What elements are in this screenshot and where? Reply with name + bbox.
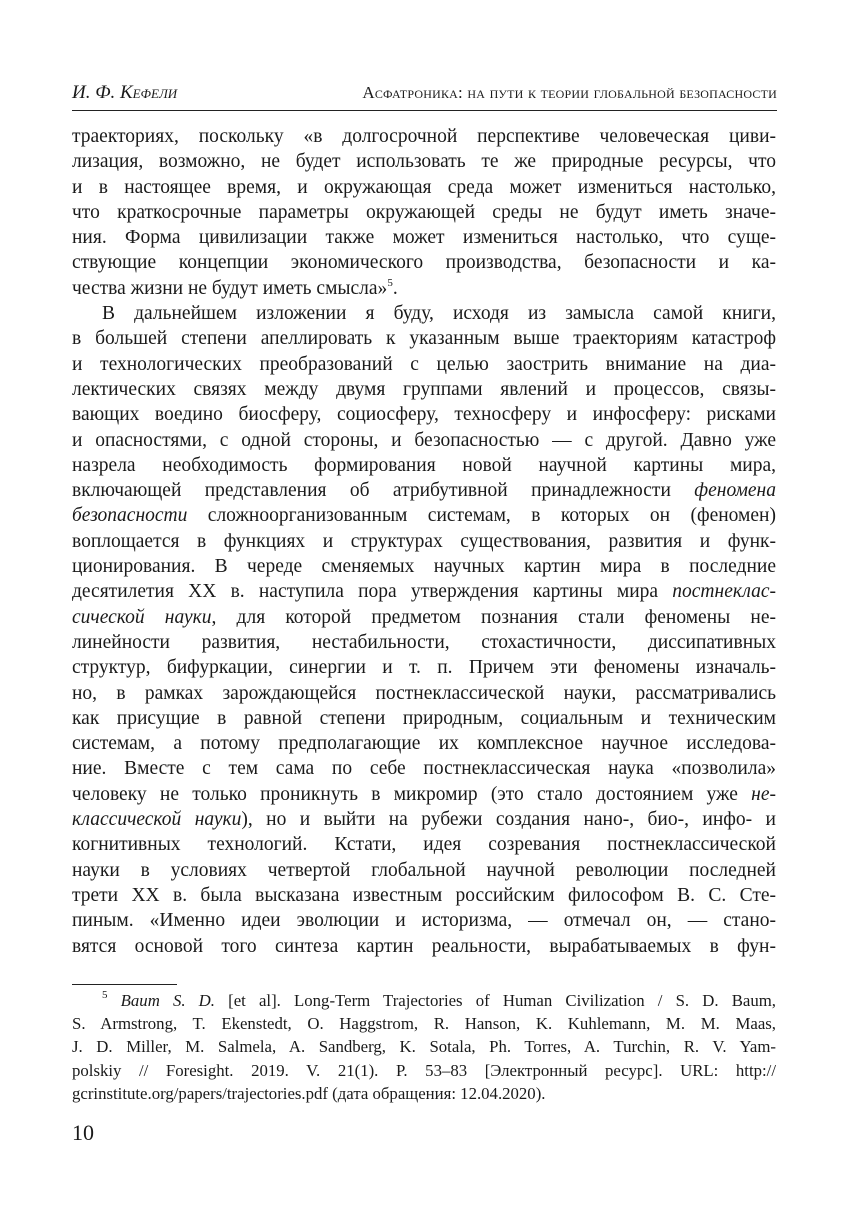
text-line [72,301,776,326]
text-segment: ствующие концепции экономического производства, безопасности и ка- [72,252,776,274]
text-segment: S. Armstrong, T. Ekenstedt, O. Haggstrom, R. Hanson, K. Kuhlemann, M. M. Maas, [72,1014,776,1034]
text-line [72,402,776,427]
text-line [72,706,776,731]
text-segment: , для которой предметом познания стали феномены не- [211,606,776,628]
footnote-marker: 5 [102,989,108,1001]
text-line [72,326,776,351]
italic-text: сической науки [72,606,212,628]
text-line [72,453,776,478]
text-segment: вающих воедино биосферу, социосферу, техносферу и инфосферу: рисками [72,404,776,426]
text-segment: назрела необходимость формирования новой научной картины мира, [72,454,776,476]
text-line [72,503,776,528]
italic-text: классической науки [72,809,242,831]
text-segment: В дальнейшем изложении я буду, исходя из замысла самой книги, [102,303,776,325]
paragraph [72,301,776,959]
text-segment: J. D. Miller, M. Salmela, A. Sandberg, K. Sotala, Ph. Torres, A. Turchin, R. V. Yam- [72,1037,776,1057]
body-text [72,124,776,959]
text-segment: в большей степени апеллировать к указанным выше траекториям катастроф [72,328,776,350]
text-line [72,832,776,857]
text-line [72,731,776,756]
italic-text: Baum S. D. [120,991,215,1010]
text-segment: ние. Вместе с тем сама по себе постнеклассическая наука «позволила» [72,758,776,780]
text-line [72,1082,776,1105]
text-line [72,1012,776,1035]
header-book-title: Асфатроника: на пути к теории глобальной безопасности [362,83,777,102]
italic-text: не- [751,783,776,805]
text-line [72,149,776,174]
text-line [72,200,776,225]
footnote [72,989,776,1105]
text-segment: лектических связях между двумя группами явлений и процессов, связы- [72,378,776,400]
text-segment: структур, бифуркации, синергии и т. п. Причем эти феномены изначаль- [72,657,776,679]
text-segment: как присущие в равной степени природным, социальным и техническим [72,707,776,729]
page-number: 10 [72,1120,94,1145]
text-segment: человеку не только проникнуть в микромир (это стало достоянием уже [72,783,752,805]
text-segment: ционирования. В череде сменяемых научных картин мира в последние [72,556,776,578]
text-segment: и опасностями, с одной стороны, и безопасностью — с другой. Давно уже [72,429,776,451]
text-segment: чества жизни не будут иметь смысла» [72,277,388,299]
header-author: И. Ф. Кефели [72,82,178,103]
text-segment: ), но и выйти на рубежи создания нано-, био-, инфо- и [241,809,776,831]
footnote-divider [72,984,177,985]
text-segment: лизация, возможно, не будет использовать те же природные ресурсы, что [72,151,776,173]
text-segment [108,991,121,1010]
text-segment: линейности развития, нестабильности, стохастичности, диссипативных [72,631,776,653]
text-segment: науки в условиях четвертой глобальной научной революции последней [72,859,776,881]
text-segment: [et al]. Long-Term Trajectories of Human Civilization / S. D. Baum, [215,991,776,1010]
footnote-marker: 5 [387,276,393,289]
text-line [72,1059,776,1082]
text-segment: десятилетия XX в. наступила пора утверждения картины мира [72,581,673,603]
text-line [72,579,776,604]
italic-text: безопасности [72,505,188,527]
text-line [72,225,776,250]
text-segment: трети XX в. была высказана известным российским философом В. С. Сте- [72,884,776,906]
text-line [72,605,776,630]
text-line [72,478,776,503]
text-segment: что краткосрочные параметры окружающей среды не будут иметь значе- [72,201,776,223]
text-line [72,529,776,554]
text-segment: системам, а потому предполагающие их комплексное научное исследова- [72,733,776,755]
text-line [72,782,776,807]
text-segment: включающей представления об атрибутивной принадлежности [72,480,695,502]
text-line [72,175,776,200]
text-line [72,883,776,908]
text-segment: вятся основой того синтеза картин реальности, вырабатываемых в фун- [72,935,776,957]
text-line [72,934,776,959]
text-segment: и в настоящее время, и окружающая среда может измениться настолько, [72,176,776,198]
text-segment: воплощается в функциях и структурах существования, развития и функ- [72,530,776,552]
text-segment: но, в рамках зарождающейся постнеклассической науки, рассматривались [72,682,776,704]
text-segment: ния. Форма цивилизации также может измениться настолько, что суще- [72,227,776,249]
text-line [72,756,776,781]
italic-text: феномена [694,480,776,502]
text-line [72,630,776,655]
text-line [72,1035,776,1058]
text-segment: сложноорганизованным системам, в которых он (феномен) [187,505,776,527]
italic-text: постнеклас- [672,581,776,603]
paragraph [72,124,776,301]
text-segment: . [392,277,398,299]
text-line [72,276,776,301]
text-segment: и технологических преобразований с целью заострить внимание на диа- [72,353,776,375]
text-line [72,908,776,933]
text-line [72,250,776,275]
text-line [72,989,776,1012]
text-segment: траекториях, поскольку «в долгосрочной перспективе человеческая циви- [72,126,776,147]
text-line [72,807,776,832]
text-segment: пиным. «Именно идеи эволюции и историзма, — отмечал он, — стано- [72,910,776,932]
text-segment: gcrinstitute.org/papers/trajectories.pdf (дата обращения: 12.04.2020). [72,1083,546,1103]
text-line [72,124,776,149]
text-line [72,655,776,680]
text-line [72,681,776,706]
text-line [72,352,776,377]
text-segment: когнитивных технологий. Кстати, идея созревания постнеклассической [72,834,776,856]
running-header [72,78,777,111]
text-line [72,858,776,883]
text-line [72,377,776,402]
text-line [72,428,776,453]
text-line [72,554,776,579]
text-segment: polskiy // Foresight. 2019. V. 21(1). P. 53–83 [Электронный ресурс]. URL: http:// [72,1060,776,1080]
